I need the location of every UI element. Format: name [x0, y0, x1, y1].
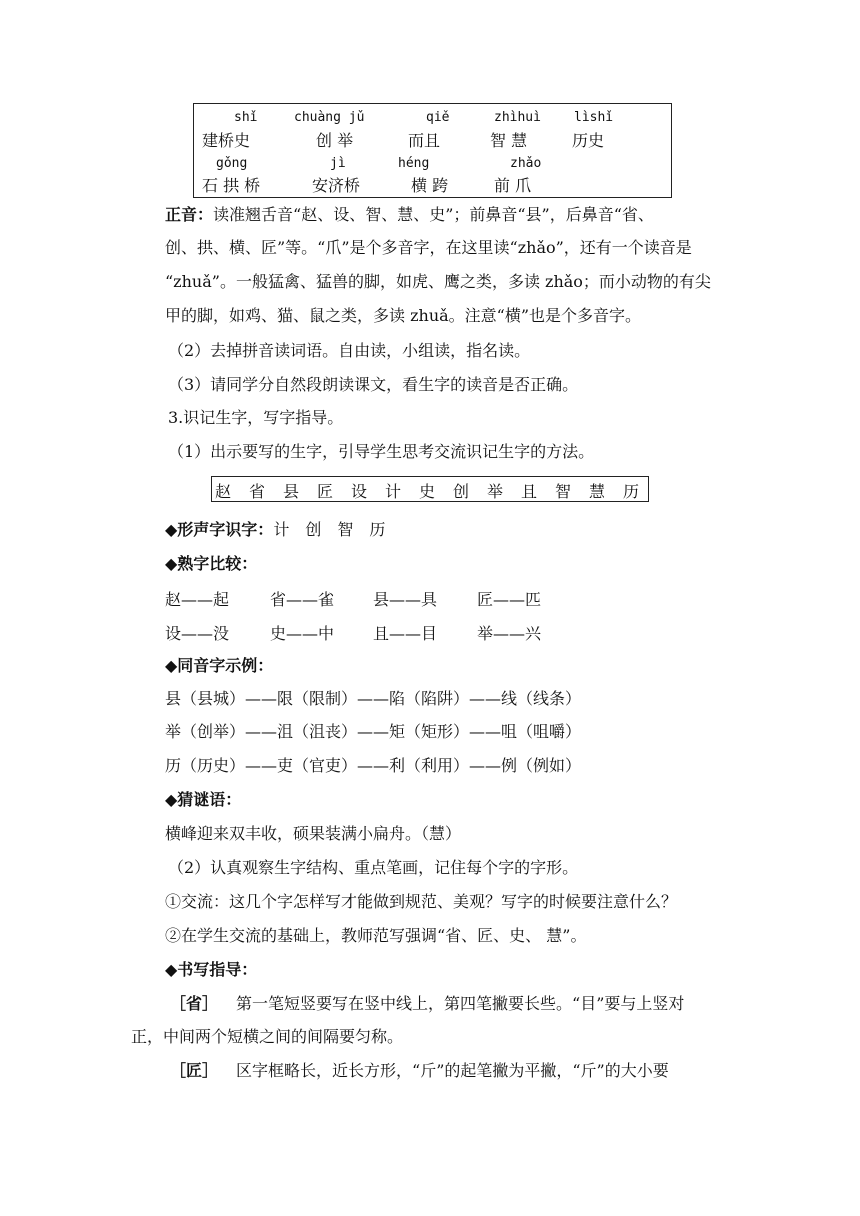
observe-line-3: ②在学生交流的基础上，教师范写强调“省、匠、史、 慧”。 [165, 926, 587, 945]
compare-item: 县——具 [373, 590, 438, 609]
char: 匠 [317, 482, 334, 501]
word: 历史 [572, 131, 605, 150]
word: 智 慧 [490, 131, 528, 150]
sheng-text: 第一笔短竖要写在竖中线上，第四笔撇要长些。“目”要与上竖对 [236, 994, 685, 1013]
pinyin: zhìhuì [494, 110, 541, 125]
pinyin: chuàng jǔ [294, 110, 365, 125]
jiang-text: 区字框略长，近长方形，“斤”的起笔撇为平撇，“斤”的大小要 [236, 1061, 669, 1080]
zhengyin-line-2: 创、拱、横、匠”等。“爪”是个多音字，在这里读“zhǎo”，还有一个读音是 [165, 238, 692, 257]
char: 历 [623, 482, 640, 501]
zhengyin-text: 读准翘舌音“赵、设、智、慧、史”；前鼻音“县”，后鼻音“省、 [213, 205, 654, 224]
xingsheng-label: ◆形声字识字： [165, 520, 274, 539]
tongyin-label: ◆同音字示例： [165, 656, 274, 675]
char: 计 [385, 482, 402, 501]
word: 前 爪 [494, 176, 532, 195]
pinyin: lìshǐ [574, 110, 614, 125]
jiang-line-1 [170, 1061, 669, 1081]
pinyin: gǒng [216, 156, 248, 171]
pinyin: qiě [426, 110, 450, 125]
miyu-text: 横峰迎来双丰收，硕果装满小扁舟。（慧） [165, 824, 462, 843]
compare-item: 史——中 [270, 624, 335, 643]
pinyin: shǐ [234, 110, 258, 125]
char: 慧 [589, 482, 606, 501]
char: 智 [555, 482, 572, 501]
word: 建桥史 [202, 131, 251, 150]
step-2: （2）去掉拼音读词语。自由读，小组读，指名读。 [168, 341, 531, 360]
zhengyin-label: 正音： [165, 205, 214, 224]
word: 石 拱 桥 [202, 176, 261, 195]
char: 且 [521, 482, 538, 501]
sheng-tag: ［省］ [170, 994, 219, 1013]
pinyin: zhǎo [510, 156, 542, 171]
char: 省 [249, 482, 266, 501]
compare-item: 匠——匹 [477, 590, 542, 609]
char: 县 [283, 482, 300, 501]
writing-label: ◆书写指导： [165, 960, 258, 979]
sheng-line-1 [170, 994, 684, 1014]
step-section-3: 3.识记生字，写字指导。 [168, 408, 344, 427]
compare-item: 举——兴 [477, 624, 542, 643]
new-characters-box [211, 476, 649, 502]
zhengyin-line-4: 甲的脚，如鸡、猫、鼠之类，多读 zhuǎ。注意“横”也是个多音字。 [165, 306, 642, 325]
shuzi-label: ◆熟字比较： [165, 554, 258, 573]
sheng-line-2: 正，中间两个短横之间的间隔要匀称。 [131, 1027, 404, 1046]
compare-item: 省——雀 [270, 590, 335, 609]
char: 设 [351, 482, 368, 501]
compare-item: 赵——起 [165, 590, 230, 609]
observe-line-2: ①交流：这几个字怎样写才能做到规范、美观？写字的时候要注意什么？ [165, 892, 678, 911]
tongyin-line-1: 县（县城）——限（限制）——陷（陷阱）——线（线条） [165, 689, 582, 708]
pinyin: héng [398, 156, 430, 171]
xingsheng-text: 计 创 智 历 [273, 520, 386, 539]
char: 举 [487, 482, 504, 501]
pinyin-table [193, 103, 672, 198]
compare-item: 且——目 [373, 624, 438, 643]
observe-line-1: （2）认真观察生字结构、重点笔画，记住每个字的字形。 [168, 858, 579, 877]
word: 创 举 [316, 131, 354, 150]
xingsheng-line [165, 520, 385, 540]
compare-item: 设——没 [165, 624, 230, 643]
char: 赵 [215, 482, 232, 501]
step-3: （3）请同学分自然段朗读课文，看生字的读音是否正确。 [168, 375, 579, 394]
word: 横 跨 [411, 176, 449, 195]
step-1: （1）出示要写的生字，引导学生思考交流识记生字的方法。 [168, 442, 595, 461]
char: 创 [453, 482, 470, 501]
char: 史 [419, 482, 436, 501]
jiang-tag: ［匠］ [170, 1061, 219, 1080]
tongyin-line-2: 举（创举）——沮（沮丧）——矩（矩形）——咀（咀嚼） [165, 722, 582, 741]
word: 安济桥 [312, 176, 361, 195]
pinyin: jì [330, 156, 346, 171]
tongyin-line-3: 历（历史）——吏（官吏）——利（利用）——例（例如） [165, 756, 582, 775]
word: 而且 [408, 131, 441, 150]
zhengyin-line-3: “zhuǎ”。一般猛禽、猛兽的脚，如虎、鹰之类，多读 zhǎo；而小动物的有尖 [165, 272, 711, 291]
zhengyin-line-1 [165, 205, 654, 225]
miyu-label: ◆猜谜语： [165, 790, 242, 809]
